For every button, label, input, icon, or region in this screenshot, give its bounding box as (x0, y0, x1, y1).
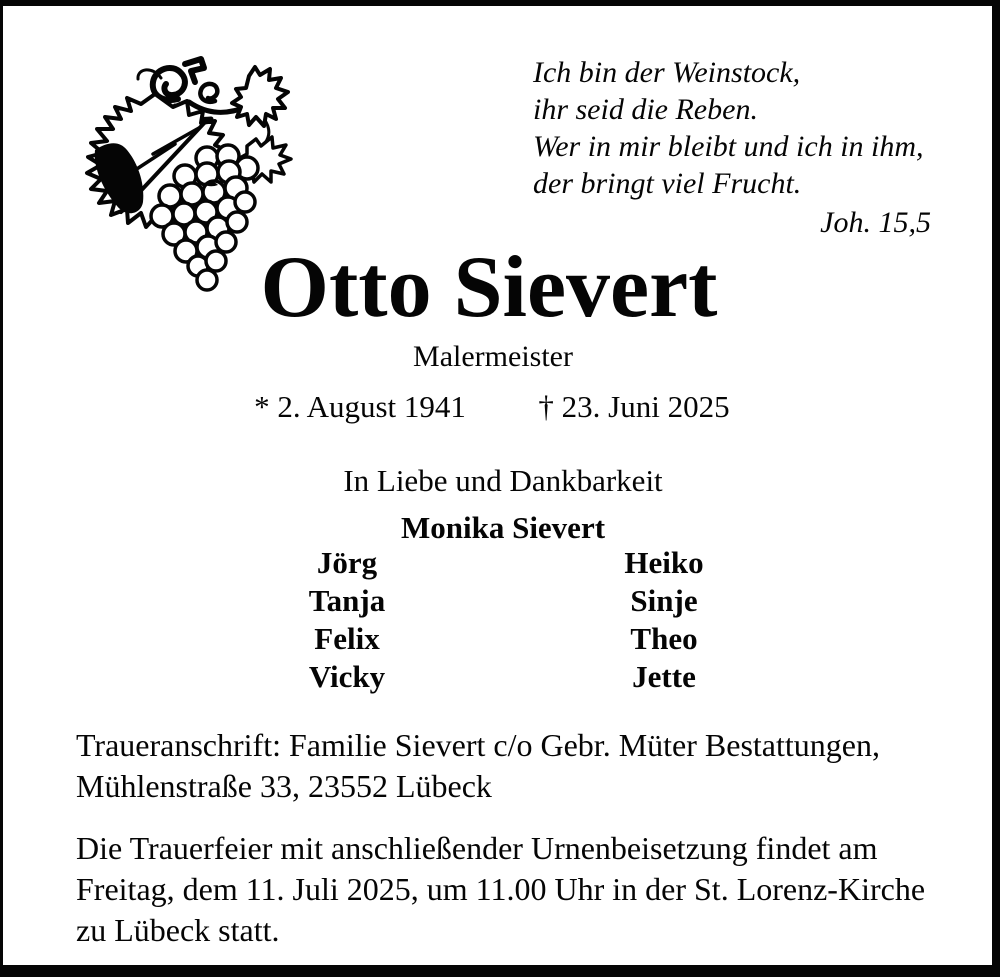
mourner-name: Tanja (308, 583, 386, 618)
address-line: Traueranschrift: Familie Sievert c/o Gebr. Müter Bestattungen, (76, 727, 880, 763)
funeral-info-line: Die Trauerfeier mit anschließender Urnenbeisetzung findet am (76, 830, 878, 866)
quote-line: Ich bin der Weinstock, (533, 56, 801, 89)
quote-line: ihr seid die Reben. (533, 93, 758, 126)
chief-mourner-name: Monika Sievert (400, 510, 606, 545)
deceased-name: Otto Sievert (260, 239, 718, 336)
mourner-column-right (624, 544, 703, 696)
bible-quote (533, 54, 931, 241)
quote-line: Wer in mir bleibt und ich in ihm, (533, 130, 924, 163)
funeral-info-line: Freitag, dem 11. Juli 2025, um 11.00 Uhr in der St. Lorenz-Kirche (76, 871, 926, 907)
mourner-column-left (309, 544, 385, 696)
mourner-name: Sinje (630, 583, 698, 618)
mourner-name: Heiko (624, 545, 704, 580)
birth-date: * 2. August 1941 (254, 389, 466, 424)
death-date: † 23. Juni 2025 (538, 389, 730, 424)
mourner-name: Jörg (316, 545, 378, 580)
condolence-intro: In Liebe und Dankbarkeit (343, 463, 663, 498)
quote-line: der bringt viel Frucht. (533, 167, 802, 200)
mourner-name: Jette (632, 659, 696, 694)
funeral-info (76, 828, 925, 951)
mourner-name: Vicky (308, 659, 386, 694)
mourner-name: Felix (314, 621, 380, 656)
mourning-address (76, 725, 880, 807)
deceased-profession: Malermeister (413, 340, 573, 373)
mourner-name: Theo (630, 621, 698, 656)
quote-reference: Joh. 15,5 (820, 206, 931, 239)
funeral-info-line: zu Lübeck statt. (76, 912, 280, 948)
address-line: Mühlenstraße 33, 23552 Lübeck (76, 768, 492, 804)
